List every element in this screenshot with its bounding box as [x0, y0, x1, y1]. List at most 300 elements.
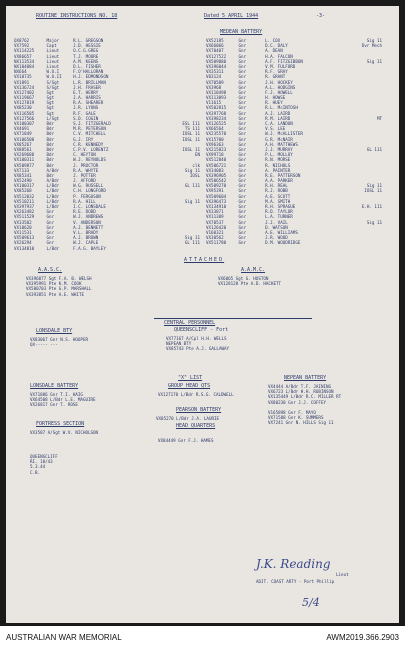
roster-id: VX509880 [206, 58, 227, 64]
roster-id: VX26294 [14, 240, 32, 246]
roster-name: S.J. FITZGERALD [73, 121, 111, 126]
fortress-section-title: FORTRESS SECTION [36, 421, 85, 427]
page-number: -3- [316, 13, 326, 19]
text-line: VX64508 L/Bdr L.E. MAGUIRE [30, 397, 96, 403]
roster-rank: Sgt [46, 89, 55, 95]
x-list-title: "X" LIST [178, 375, 203, 381]
roster-rank: Gnr [238, 157, 247, 163]
roster-rank: Gnr [238, 188, 247, 194]
text-line: 5.3.44 [30, 464, 46, 470]
roster-name: G.R. McNAIR [265, 136, 293, 142]
roster-name: A. DEAN [265, 48, 283, 54]
roster-rank: Sgt [46, 95, 55, 101]
roster-id: NX113534 [14, 58, 35, 64]
pearson-battery-list [156, 416, 219, 421]
roster-note: MT [376, 115, 382, 121]
text-line: VX135449 L/Bdr R.C. MILLER RT [268, 394, 342, 400]
roster-name: I.C. LONSDALE [73, 204, 106, 209]
roster-id: VX95391 [206, 188, 224, 194]
roster-rank: Gnr [238, 48, 247, 54]
roster-rank: Gnr [238, 58, 247, 64]
left-roster [14, 38, 200, 251]
roster-rank: Gnr [238, 240, 247, 246]
roster-row [206, 240, 382, 245]
roster-name: A.H. MATTHEWS [265, 141, 298, 147]
roster-note: E.H. 111 [361, 204, 382, 209]
roster-name: J.J. MURRAY [265, 146, 293, 152]
roster-id: VX85267 [14, 141, 32, 147]
roster-id: NX664 [14, 69, 27, 75]
nepean-battery-title: MEDEAN BATTERY [220, 29, 263, 35]
roster-rank: Gnr [238, 89, 247, 95]
roster-name: D. WATSON [265, 224, 288, 230]
roster-id: VX34083 [206, 167, 224, 173]
roster-id: VX396473 [206, 198, 227, 204]
roster-name: L. COX [265, 38, 281, 43]
roster-name: A. PAINTER [265, 167, 291, 173]
roster-id: VX512840 [206, 157, 227, 163]
roster-name: F.O'HALLORAN [73, 69, 104, 75]
roster-rank: Gnr [238, 193, 247, 199]
head-quarters-title: HEAD QUARTERS [176, 423, 216, 429]
roster-rank: Gnr [46, 219, 55, 225]
roster-name: A.L. HODGINS [265, 84, 296, 90]
roster-id: V83124 [206, 74, 222, 80]
roster-name: R.F. GRAY [265, 69, 288, 75]
aamc-list [218, 276, 281, 286]
roster-rank: Lieut [46, 58, 60, 64]
roster-note: Sig 11 [366, 219, 382, 225]
roster-rank: Gnr [238, 141, 247, 147]
attached-title: ATTACHED [184, 257, 225, 263]
roster-rank: Gnr [238, 74, 247, 80]
roster-rank: Bdr [46, 157, 55, 163]
roster-name: A.E. SCOTT [265, 193, 291, 199]
roster-name: C.H. LONGFORD [73, 188, 106, 194]
roster-id: VX85341 [14, 172, 32, 178]
roster-id: VX100307 [14, 121, 35, 126]
roster-id: VX127522 [206, 53, 227, 59]
text-line: QX----- --- [30, 342, 58, 348]
roster-id: VX502815 [206, 105, 227, 111]
roster-row [14, 246, 200, 251]
roster-name: V. ANDERSON [73, 219, 101, 225]
roster-rank: Major [46, 38, 60, 43]
text-line: VX71588 Gnr K. SUMMERS [268, 415, 324, 421]
roster-note: GL 111 [366, 146, 382, 152]
roster-rank: Lieut [46, 63, 60, 69]
roster-rank: Bdr [46, 126, 55, 132]
roster-name: R.E. DODD [73, 209, 96, 215]
roster-id: NX104084 [14, 63, 35, 69]
roster-rank: Gnr [238, 209, 247, 215]
roster-id: VX70407 [206, 48, 224, 54]
roster-id: VX136724 [14, 84, 35, 90]
roster-id: VX397937 [14, 204, 35, 209]
roster-rank: Gnr [238, 235, 247, 241]
roster-rank: Gnr [238, 167, 247, 173]
roster-name: F.A.G. BAYLEY [73, 245, 106, 251]
roster-id: VX113093 [206, 95, 227, 101]
roster-name: T.J. MOORE [73, 53, 99, 59]
text-line: VX500703 Pte G.P. MARSHALL [26, 286, 92, 292]
roster-rank: Gnr [238, 84, 247, 90]
roster-id: VX134910 [206, 204, 227, 209]
aasc-list [26, 276, 92, 297]
text-line: QUEENSCLIFF [30, 454, 58, 459]
roster-note: IOSL 11 [182, 131, 200, 137]
roster-id: VX126420 [206, 224, 227, 230]
roster-rank: Sgt [46, 100, 55, 106]
roster-name: L.R. BRILLMAN [73, 79, 106, 85]
roster-id: VX126525 [206, 121, 227, 126]
footer-accession-number: AWM2019.366.2903 [326, 633, 399, 642]
roster-name: R.D. TAYLOR [265, 209, 293, 215]
roster-rank: A/Bdr [46, 178, 60, 184]
roster-rank: Gnr [238, 152, 247, 158]
text-line: VX77167 A/Cpl H.H. WELLS [166, 336, 227, 341]
roster-rank: Gnr [238, 214, 247, 220]
text-line: VX396077 Sgt F.A. B. WELSH [26, 276, 92, 281]
roster-id: VX11389 [206, 214, 224, 220]
roster-rank: Lieut [46, 48, 60, 54]
roster-rank: Sgt [46, 110, 55, 116]
roster-id: VX85268 [14, 188, 32, 194]
roster-id: VX119667 [14, 95, 35, 101]
roster-rank: L/Sgt [46, 115, 60, 121]
roster-name: C. HEYTON [73, 152, 96, 158]
lonsdale-bty-list [30, 337, 88, 347]
roster-id: VX116585 [14, 110, 35, 116]
roster-id: VX10620 [14, 224, 32, 230]
roster-rank: Gnr [238, 131, 247, 137]
roster-rank: Gnr [238, 115, 247, 121]
roster-rank: Gnr [238, 198, 247, 204]
roster-id: VX127402 [14, 89, 35, 95]
roster-id: VX96363 [206, 141, 224, 147]
roster-rank: Gnr [238, 219, 247, 225]
roster-id: VX52490 [14, 178, 32, 184]
roster-note: Sig 11 [184, 167, 200, 173]
queenscliff-fort-title: QUEENSCLIFF - Fort [174, 327, 229, 333]
roster-name: P. FERGUSON [73, 193, 101, 199]
roster-name: M.A. SMITH [265, 198, 291, 204]
roster-note: TS 111 [184, 126, 200, 132]
group-hq-list [158, 392, 234, 397]
document-page [6, 6, 399, 623]
roster-id: VX263482 [14, 209, 35, 215]
text-line: VX85270 L/Bdr J.A. LAURIE [156, 416, 220, 421]
central-personnel-title: CENTRAL PERSONNEL [164, 320, 216, 326]
roster-id: VX512032 [14, 193, 35, 199]
roster-id: VX70537 [206, 219, 224, 225]
roster-name: R.A. HILL [73, 198, 96, 204]
roster-name: D.M. WOODRIDGE [265, 240, 301, 246]
roster-name: R.A. SHEARER [73, 100, 104, 106]
roster-rank: Sgt [46, 105, 55, 111]
roster-name: J.J. VAIL [265, 219, 288, 225]
roster-name: H.A. FALCON [265, 53, 293, 59]
text-line: V165898 Gnr F. MAYO [268, 409, 316, 415]
roster-name: R. HUEY [265, 100, 283, 106]
roster-rank: Gnr [238, 53, 247, 59]
distribution-list [30, 454, 58, 475]
roster-name: W.J. McALLISTER [265, 131, 303, 137]
roster-rank: L/Bdr [46, 188, 60, 194]
roster-name: V.L. BRADY [73, 229, 99, 235]
roster-name: R.H. SPRAGUE [265, 204, 296, 209]
roster-rank: W.O.II [46, 74, 62, 80]
roster-rank: Gnr [238, 100, 247, 106]
roster-name: J.H. HOCKEY [265, 79, 293, 85]
roster-rank: Bdr [46, 121, 55, 126]
roster-id: VX66564 [206, 126, 224, 132]
roster-note: Sig 11 [366, 58, 382, 64]
roster-rank: Bdr [46, 152, 55, 158]
roster-rank: L/Bdr [46, 204, 60, 209]
roster-rank: S/Sgt [46, 79, 60, 85]
roster-id: VX396044 [206, 63, 227, 69]
roster-id: VX10735 [14, 74, 32, 80]
roster-rank: Gnr [46, 240, 55, 246]
roster-name: H. HOWSE [265, 95, 286, 101]
roster-id: VX398234 [206, 115, 227, 121]
roster-id: VX15700 [206, 136, 224, 142]
roster-name: C.P.V. LORENTZ [73, 146, 109, 152]
roster-rank: Gnr [238, 136, 247, 142]
roster-note: ESL 111 [182, 121, 200, 126]
roster-id: VX509877 [14, 162, 35, 168]
roster-name: R. NICHOLS [265, 162, 291, 168]
central-personnel-list [166, 336, 229, 352]
roster-id: VX235570 [206, 131, 227, 137]
roster-id: VX506542 [206, 178, 227, 184]
roster-rank: Gnr [46, 235, 55, 241]
signature-title: ADJT. COAST ARTY - Port Phillip [256, 579, 335, 584]
text-line: VX85743 Pte A.J. GALLAWAY [166, 346, 230, 352]
roster-note: Sig 11 [366, 38, 382, 43]
roster-id: VX11531 [14, 229, 32, 235]
signature: J.K. Reading [256, 557, 331, 571]
roster-id: VX71849 [14, 131, 32, 137]
roster-name: D.C. DALY [265, 43, 288, 49]
roster-name: J.D. HESSIE [73, 43, 101, 49]
fortress-section-list [30, 430, 98, 435]
roster-name: R.E. PATTERSON [265, 172, 301, 178]
roster-name: W.J. ANDREWS [73, 214, 104, 220]
roster-rank: Gnr [238, 38, 247, 43]
roster-name: R. GRANT [265, 74, 286, 80]
text-line: VX7241 Gnr N. HILLS Sig 11 [268, 420, 334, 426]
roster-id: VX7133 [14, 167, 30, 173]
roster-name: A.J. BENNETT [73, 224, 104, 230]
roster-rank: Gnr [46, 209, 55, 215]
roster-id: V11615 [206, 100, 222, 106]
roster-rank: Bdr [46, 131, 55, 137]
roster-id: VX33871 [206, 209, 224, 215]
roster-id: VX134810 [14, 245, 35, 251]
roster-name: R.A. WHYTE [73, 167, 99, 173]
roster-name: R.N. MORSE [265, 157, 291, 163]
roster-name: A.E. WILLIAMS [265, 229, 298, 235]
roster-rank: L/Bdr [46, 193, 60, 199]
roster-rank: Gnr [238, 224, 247, 230]
roster-rank: Bdr [46, 172, 55, 178]
roster-name: M.R. PETERSON [73, 126, 106, 132]
roster-name: A.J. BROWN [73, 235, 99, 241]
roster-name: G.J. IRY [73, 136, 94, 142]
roster-id: VX100317 [14, 183, 35, 189]
text-line: RI. 18/43 [30, 459, 53, 465]
roster-name: J. PROCTOR [73, 162, 99, 168]
roster-name: H.J. EDMONDSON [73, 74, 109, 80]
roster-rank: Gnr [46, 214, 55, 220]
roster-note: IOSL [189, 172, 200, 178]
aasc-title: A.A.S.C. [38, 267, 63, 273]
roster-rank: Lieut [46, 53, 60, 59]
group-hq-title: GROUP HEAD QTS [168, 383, 211, 389]
roster-note: EN [194, 152, 200, 158]
roster-rank: S/Sgt [46, 84, 60, 90]
roster-id: VX86657 [14, 53, 32, 59]
roster-rank: L/Bdr [46, 198, 60, 204]
lonsdale-battery-title: LONSDALE BATTERY [30, 383, 79, 389]
head-quarters-list [158, 438, 213, 443]
roster-id: VX506721 [206, 162, 227, 168]
roster-rank: Gnr [46, 224, 55, 230]
roster-name: O.C.G.GREG [73, 48, 99, 54]
roster-name: A.A. PARKER [265, 178, 293, 184]
text-line: NEPEAN BTY [166, 341, 192, 347]
text-line: VX395991 Pte K.M. COOK [26, 281, 82, 287]
roster-rank: Gnr [238, 43, 247, 49]
roster-id: VX110498 [206, 89, 227, 95]
text-line: VX393851 Pte A.E. WHITE [26, 291, 84, 297]
roster-id: VX127566 [14, 115, 35, 121]
roster-rank: Gnr [238, 95, 247, 101]
roster-name: C.R. KENNEDY [73, 141, 104, 147]
text-line: VX6723 L/Bdr H.H. ROBINSON [268, 389, 334, 395]
roster-rank: L/Bdr [46, 245, 60, 251]
roster-id: VX85230 [14, 105, 32, 111]
roster-rank: Bdr [46, 162, 55, 168]
roster-rank: Gnr [238, 172, 247, 178]
roster-name: R.L. McINTOSH [265, 105, 298, 111]
roster-id: VX396905 [206, 172, 227, 178]
roster-rank: Gnr [238, 162, 247, 168]
roster-rank: Gnr [46, 229, 55, 235]
roster-id: VX35311 [206, 69, 224, 75]
text-line: VX71886 Gnr T.I. HAIG [30, 392, 83, 397]
roster-name: J.R. WOOD [265, 235, 288, 241]
roster-rank: A/Bdr [46, 167, 60, 173]
roster-rank: Gnr [238, 63, 247, 69]
roster-name: A.M. KEENS [73, 58, 99, 64]
roster-name: W.J. CAPLE [73, 240, 99, 246]
roster-note: Dvr Mech [361, 43, 382, 49]
roster-name: J. POTTER [73, 172, 96, 178]
roster-name: A.J. LAIRD [265, 110, 291, 116]
roster-id: VX509270 [206, 183, 227, 189]
roster-name: J. AFFORD [73, 178, 96, 184]
roster-id: VX100311 [14, 157, 35, 163]
roster-name: R.L. GREGSON [73, 38, 104, 43]
roster-name: W.J. REYNOLDS [73, 157, 106, 163]
roster-name: V.S. LEE [265, 126, 286, 132]
roster-rank: Gnr [238, 69, 247, 75]
roster-rank: Gnr [238, 146, 247, 152]
roster-id: VX397768 [206, 110, 227, 116]
aamc-title: A.A.M.C. [241, 267, 266, 273]
roster-rank: Capt [46, 43, 57, 49]
roster-rank: Bdr [46, 141, 55, 147]
roster-note: IOSL 11 [182, 136, 200, 142]
central-divider [154, 318, 312, 319]
roster-id: VX106508 [14, 136, 35, 142]
roster-rank: Gnr [238, 79, 247, 85]
roster-name: S.D. COGIN [73, 115, 99, 121]
lonsdale-bty-title: LONSDALE BTY [36, 328, 73, 334]
roster-rank: Gnr [238, 126, 247, 132]
roster-name: V.M. FULFORD [265, 63, 296, 69]
roster-name: R.F. GALE [73, 110, 96, 116]
roster-id: VX33502 [14, 219, 32, 225]
text-line: VX84449 Gnr F.J. HAMES [158, 438, 214, 443]
roster-note: GL 111 [184, 240, 200, 246]
roster-name: E.T. HERRY [73, 89, 99, 95]
roster-id: VX215823 [206, 146, 227, 152]
roster-id: VX509604 [206, 193, 227, 199]
instructions-title: ROUTINE INSTRUCTIONS NO. 18 [36, 13, 118, 19]
roster-rank: Gnr [238, 204, 247, 209]
roster-id: VX70509 [206, 79, 224, 85]
roster-id: VX509613 [14, 235, 35, 241]
text-line: VX128128 Pte A.D. HACKETT [218, 281, 282, 287]
page-mark: 5/4 [302, 596, 320, 609]
roster-id: VX269688 [14, 152, 35, 158]
roster-name: W.G. RUSSELL [73, 183, 104, 189]
roster-note: IOSL 11 [364, 188, 382, 194]
roster-rank: Gnr [238, 178, 247, 184]
pearson-battery-title: PEARSON BATTERY [176, 407, 222, 413]
roster-name: C.V. MITCHELL [73, 131, 106, 137]
text-line: VX4444 A/Bdr T.F. JAINING [268, 384, 332, 389]
nepean-battery-x-title: NEPEAN BATTERY [284, 375, 327, 381]
footer-bar [0, 626, 405, 653]
roster-id: VX52185 [206, 38, 224, 43]
roster-name: R.H. REAL [265, 183, 288, 189]
roster-id: VX4691 [14, 126, 30, 132]
roster-name: J.A. HARRIS [73, 95, 101, 101]
roster-id: VX1891 [14, 79, 30, 85]
signature-rank: Lieut [336, 572, 349, 577]
roster-name: J.H. FRASER [73, 84, 101, 90]
roster-rank: Gnr [238, 183, 247, 189]
roster-name: R.M. LAIRD [265, 115, 291, 121]
roster-name: R.J. ROBB [265, 188, 288, 194]
roster-note: clk [192, 162, 200, 168]
roster-id: VX99718 [206, 152, 224, 158]
roster-note: Sig 11 [184, 235, 200, 241]
roster-rank: Bdr [46, 136, 55, 142]
roster-rank: Bdr [46, 146, 55, 152]
roster-name: J.R. LYONS [73, 105, 99, 111]
text-line: VX26817 Gnr T. ROSE [30, 402, 78, 408]
roster-id: VX7592 [14, 43, 30, 49]
footer-institution: AUSTRALIAN WAR MEMORIAL [6, 633, 122, 642]
roster-rank: Gnr [238, 229, 247, 235]
text-line: VX127170 L/Bdr R.S.G. CALDWELL [158, 392, 234, 397]
